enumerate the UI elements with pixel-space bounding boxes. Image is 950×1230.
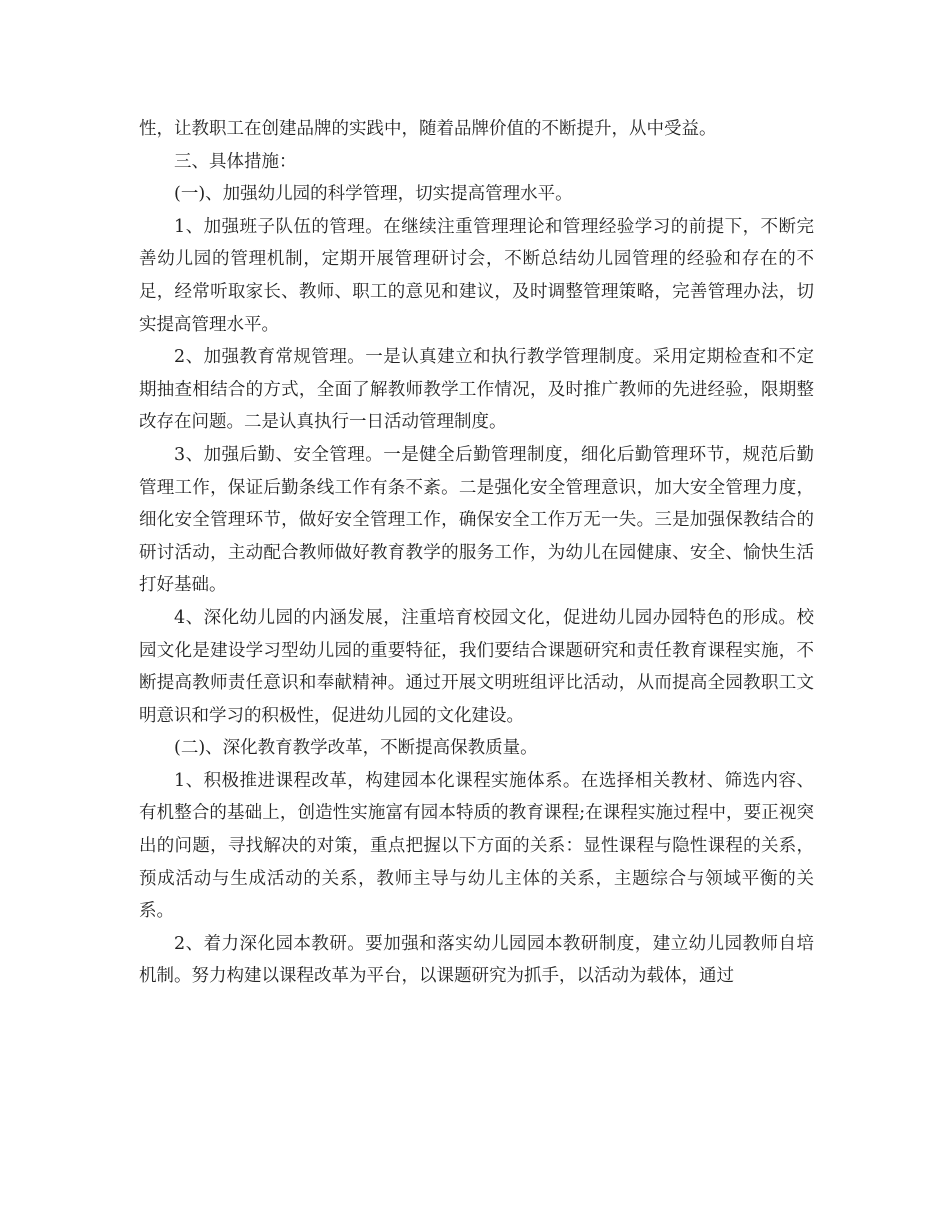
paragraph-school-research: 2、着力深化园本教研。要加强和落实幼儿园园本教研制度，建立幼儿园教师自培机制。努力构建以课程改革为平台，以课题研究为抓手，以活动为载体，通过 [139, 933, 814, 987]
paragraph-routine-management: 2、加强教育常规管理。一是认真建立和执行教学管理制度。采用定期检查和不定期抽查相结合的方式，全面了解教师教学工作情况，及时推广教师的先进经验，限期整改存在问题。二是认真执行一日活动管理制度。 [139, 347, 814, 433]
subsection-heading-reform: (二)、深化教育教学改革，不断提高保教质量。 [174, 738, 538, 759]
paragraph-leadership: 1、加强班子队伍的管理。在继续注重管理理论和管理经验学习的前提下，不断完善幼儿园的管理机制，定期开展管理研讨会，不断总结幼儿园管理的经验和存在的不足，经常听取家长、教师、职工的意见和建议，及时调整管理策略，完善管理办法，切实提高管理水平。 [139, 216, 814, 335]
subsection-heading-management: (一)、加强幼儿园的科学管理，切实提高管理水平。 [174, 184, 573, 205]
paragraph-logistics-safety: 3、加强后勤、安全管理。一是健全后勤管理制度，细化后勤管理环节，规范后勤管理工作，保证后勤条线工作有条不紊。二是强化安全管理意识，加大安全管理力度，细化安全管理环节，做好安全管理工作，确保安全工作万无一失。三是加强保教结合的研讨活动，主动配合教师做好教育教学的服务工作，为幼儿在园健康、安全、愉快生活打好基础。 [139, 444, 814, 596]
paragraph-campus-culture: 4、深化幼儿园的内涵发展，注重培育校园文化，促进幼儿园办园特色的形成。校园文化是建设学习型幼儿园的重要特征，我们要结合课题研究和责任教育课程实施，不断提高教师责任意识和奉献精神。通过开展文明班组评比活动，从而提高全园教职工文明意识和学习的积极性，促进幼儿园的文化建设。 [139, 607, 814, 726]
section-heading-measures: 三、具体措施： [174, 151, 297, 172]
paragraph-curriculum-reform: 1、积极推进课程改革，构建园本化课程实施体系。在选择相关教材、筛选内容、有机整合的基础上，创造性实施富有园本特质的教育课程;在课程实施过程中，要正视突出的问题，寻找解决的对策，重点把握以下方面的关系：显性课程与隐性课程的关系，预成活动与生成活动的关系，教师主导与幼儿主体的关系，主题综合与领域平衡的关系。 [139, 770, 814, 922]
document-body [139, 113, 814, 993]
paragraph-continuation: 性，让教职工在创建品牌的实践中，随着品牌价值的不断提升，从中受益。 [139, 119, 717, 139]
